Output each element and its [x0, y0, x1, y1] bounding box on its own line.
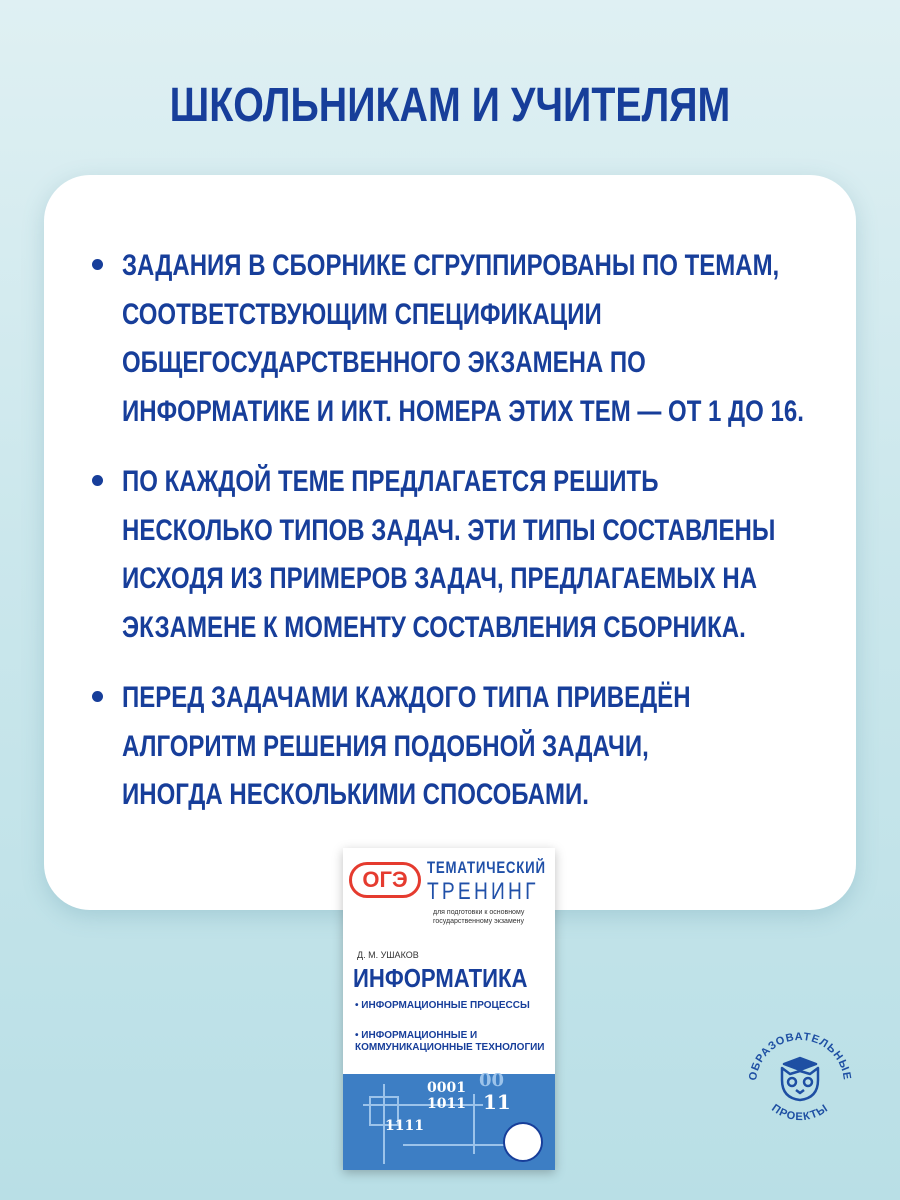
series-title: ТЕМАТИЧЕСКИЙ — [427, 858, 546, 877]
publisher-logo-icon — [503, 1122, 543, 1162]
binary-digits: 0001 — [427, 1080, 466, 1096]
bullet-text: ПЕРЕД ЗАДАЧАМИ КАЖДОГО ТИПА ПРИВЕДЁН АЛГОРИТМ РЕШЕНИЯ ПОДОБНОЙ ЗАДАЧИ, ИНОГДА НЕСКОЛЬКИМИ СПОСОБАМИ. — [122, 681, 691, 811]
svg-text:ОБРАЗОВАТЕЛЬНЫЕ: ОБРАЗОВАТЕЛЬНЫЕ — [747, 1030, 853, 1082]
bullet-text: ПО КАЖДОЙ ТЕМЕ ПРЕДЛАГАЕТСЯ РЕШИТЬ НЕСКОЛЬКО ТИПОВ ЗАДАЧ. ЭТИ ТИПЫ СОСТАВЛЕНЫ ИСХОДЯ ИЗ ПРИМЕРОВ ЗАДАЧ, ПРЕДЛАГАЕМЫХ НА ЭКЗАМЕНЕ К МОМЕНТУ СОСТАВЛЕНИЯ СБОРНИКА. — [122, 465, 776, 644]
bullet-dot-icon — [92, 475, 103, 486]
bullet-dot-icon — [92, 259, 103, 270]
bullet-item — [92, 242, 832, 436]
book-topic: • ИНФОРМАЦИОННЫЕ И КОММУНИКАЦИОННЫЕ ТЕХНОЛОГИИ — [355, 1030, 545, 1053]
publisher-seal-icon — [740, 1018, 860, 1138]
bullet-text: ЗАДАНИЯ В СБОРНИКЕ СГРУППИРОВАНЫ ПО ТЕМАМ, СООТВЕТСТВУЮЩИМ СПЕЦИФИКАЦИИ ОБЩЕГОСУДАРСТВЕННОГО ЭКЗАМЕНА ПО ИНФОРМАТИКЕ И ИКТ. НОМЕРА ЭТИХ ТЕМ — ОТ 1 ДО 16. — [122, 249, 804, 428]
binary-digits: 1111 — [385, 1118, 424, 1134]
binary-digits: 00 — [479, 1070, 505, 1091]
oge-badge: ОГЭ — [349, 862, 421, 898]
bullet-item — [92, 458, 832, 652]
bullet-list — [92, 242, 832, 842]
binary-digits: 1011 — [427, 1096, 466, 1112]
book-title: ИНФОРМАТИКА — [353, 963, 528, 993]
binary-digits: 11 — [483, 1090, 511, 1114]
bullet-item — [92, 674, 832, 820]
bullet-dot-icon — [92, 691, 103, 702]
series-description: для подготовки к основному государственному экзамену — [433, 909, 525, 925]
cover-illustration — [343, 1070, 555, 1170]
book-topic: • ИНФОРМАЦИОННЫЕ ПРОЦЕССЫ — [355, 1000, 530, 1011]
series-subtitle: ТРЕНИНГ — [427, 878, 539, 905]
book-author: Д. М. УШАКОВ — [357, 950, 419, 960]
circuit-line — [473, 1094, 475, 1154]
svg-text:ПРОЕКТЫ: ПРОЕКТЫ — [769, 1102, 831, 1124]
circuit-line — [403, 1144, 513, 1146]
headline: ШКОЛЬНИКАМ И УЧИТЕЛЯМ — [169, 79, 731, 132]
book-cover — [343, 848, 555, 1170]
